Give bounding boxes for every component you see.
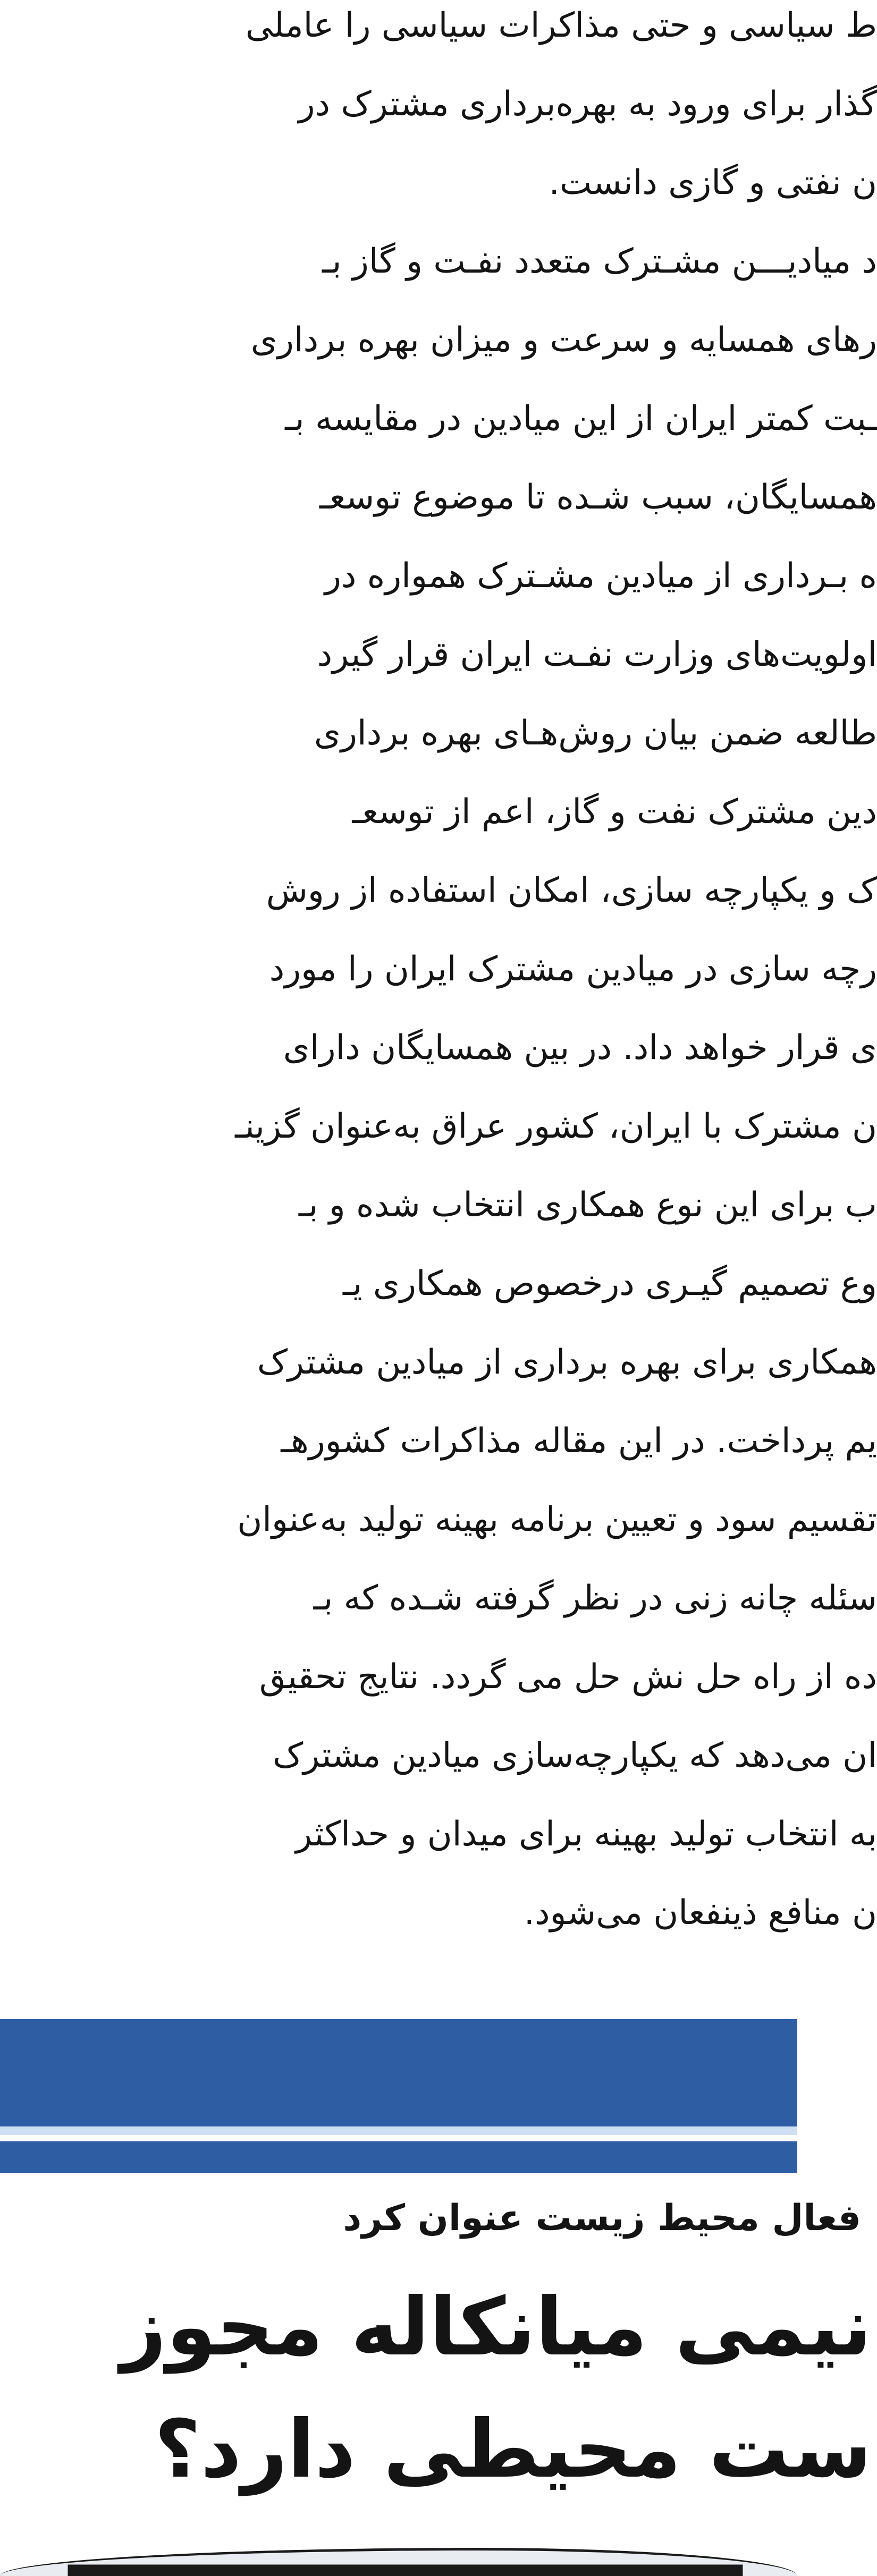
section-divider-stripe [0, 2126, 797, 2135]
article-line: تقسیم سود و تعیین برنامه بهینه تولید به‌عنوان [237, 1500, 877, 1539]
article-line: ط سیاسی و حتی مذاکرات سیاسی را عاملی [245, 6, 877, 45]
article-line: ن نفتی و گازی دانست. [549, 163, 877, 202]
article-line: ی قرار خواهد داد. در بین همسایگان دارای [283, 1028, 877, 1067]
article-line: ان می‌دهد که یکپارچه‌سازی میادین مشترک [272, 1736, 877, 1775]
section-divider-gap [0, 2135, 797, 2141]
article-line: ک و یکپارچه سازی، امکان استفاده از روش [266, 871, 877, 910]
article-line: ده از راه حل نش حل می گردد. نتایج تحقیق [259, 1657, 877, 1697]
article-line: سئله چانه زنی در نظر گرفته شـده که بـ [313, 1579, 877, 1618]
article-line: رچه سازی در میادین مشترک ایران را مورد [269, 950, 877, 989]
article-line: ن منافع ذینفعان می‌شود. [524, 1893, 877, 1933]
article-line: طالعه ضمن بیان روش‌هـای بهره برداری [314, 714, 877, 753]
article-line: وع تصمیم گیـری درخصوص همکاری یـ [342, 1264, 877, 1303]
headline-line-1: نیمی میانکاله مجوز [120, 2281, 872, 2374]
article-line: همسایگان، سبب شـده تا موضوع توسعـ [319, 478, 877, 517]
article-line: ـبت کمتر ایران از این میادین در مقایسه بـ [285, 399, 877, 438]
article-line: اولویت‌های وزارت نفـت ایران قرار گیرد [317, 635, 877, 674]
article-line: د میادیـــن مشـترک متعدد نفـت و گاز بـ [322, 242, 877, 281]
article-line: دین مشترک نفت و گاز، اعم از توسعـ [352, 792, 877, 832]
article-line: ه بـرداری از میادین مشـترک همواره در [324, 556, 877, 596]
article-line: همکاری برای بهره برداری از میادین مشترک [257, 1343, 877, 1382]
article-line: یم پرداخت. در این مقاله مذاکرات کشورهـ [281, 1421, 877, 1461]
article-line: گذار برای ورود به بهره‌برداری مشترک در [298, 84, 877, 124]
article-line: ب برای این نوع همکاری انتخاب شده و بـ [298, 1185, 877, 1225]
headline-line-2: ست محیطی دارد؟ [154, 2403, 872, 2496]
article-photo [0, 2548, 797, 2576]
section-divider-band [0, 2019, 797, 2173]
article-line: رهای همسایه و سرعت و میزان بهره برداری [250, 320, 877, 360]
article-kicker: فعال محیط زیست عنوان کرد [343, 2197, 861, 2239]
article-line: ن مشترک با ایران، کشور عراق به‌عنوان گزینـ [235, 1107, 877, 1146]
article-line: به انتخاب تولید بهینه برای میدان و حداکثر [296, 1815, 877, 1854]
